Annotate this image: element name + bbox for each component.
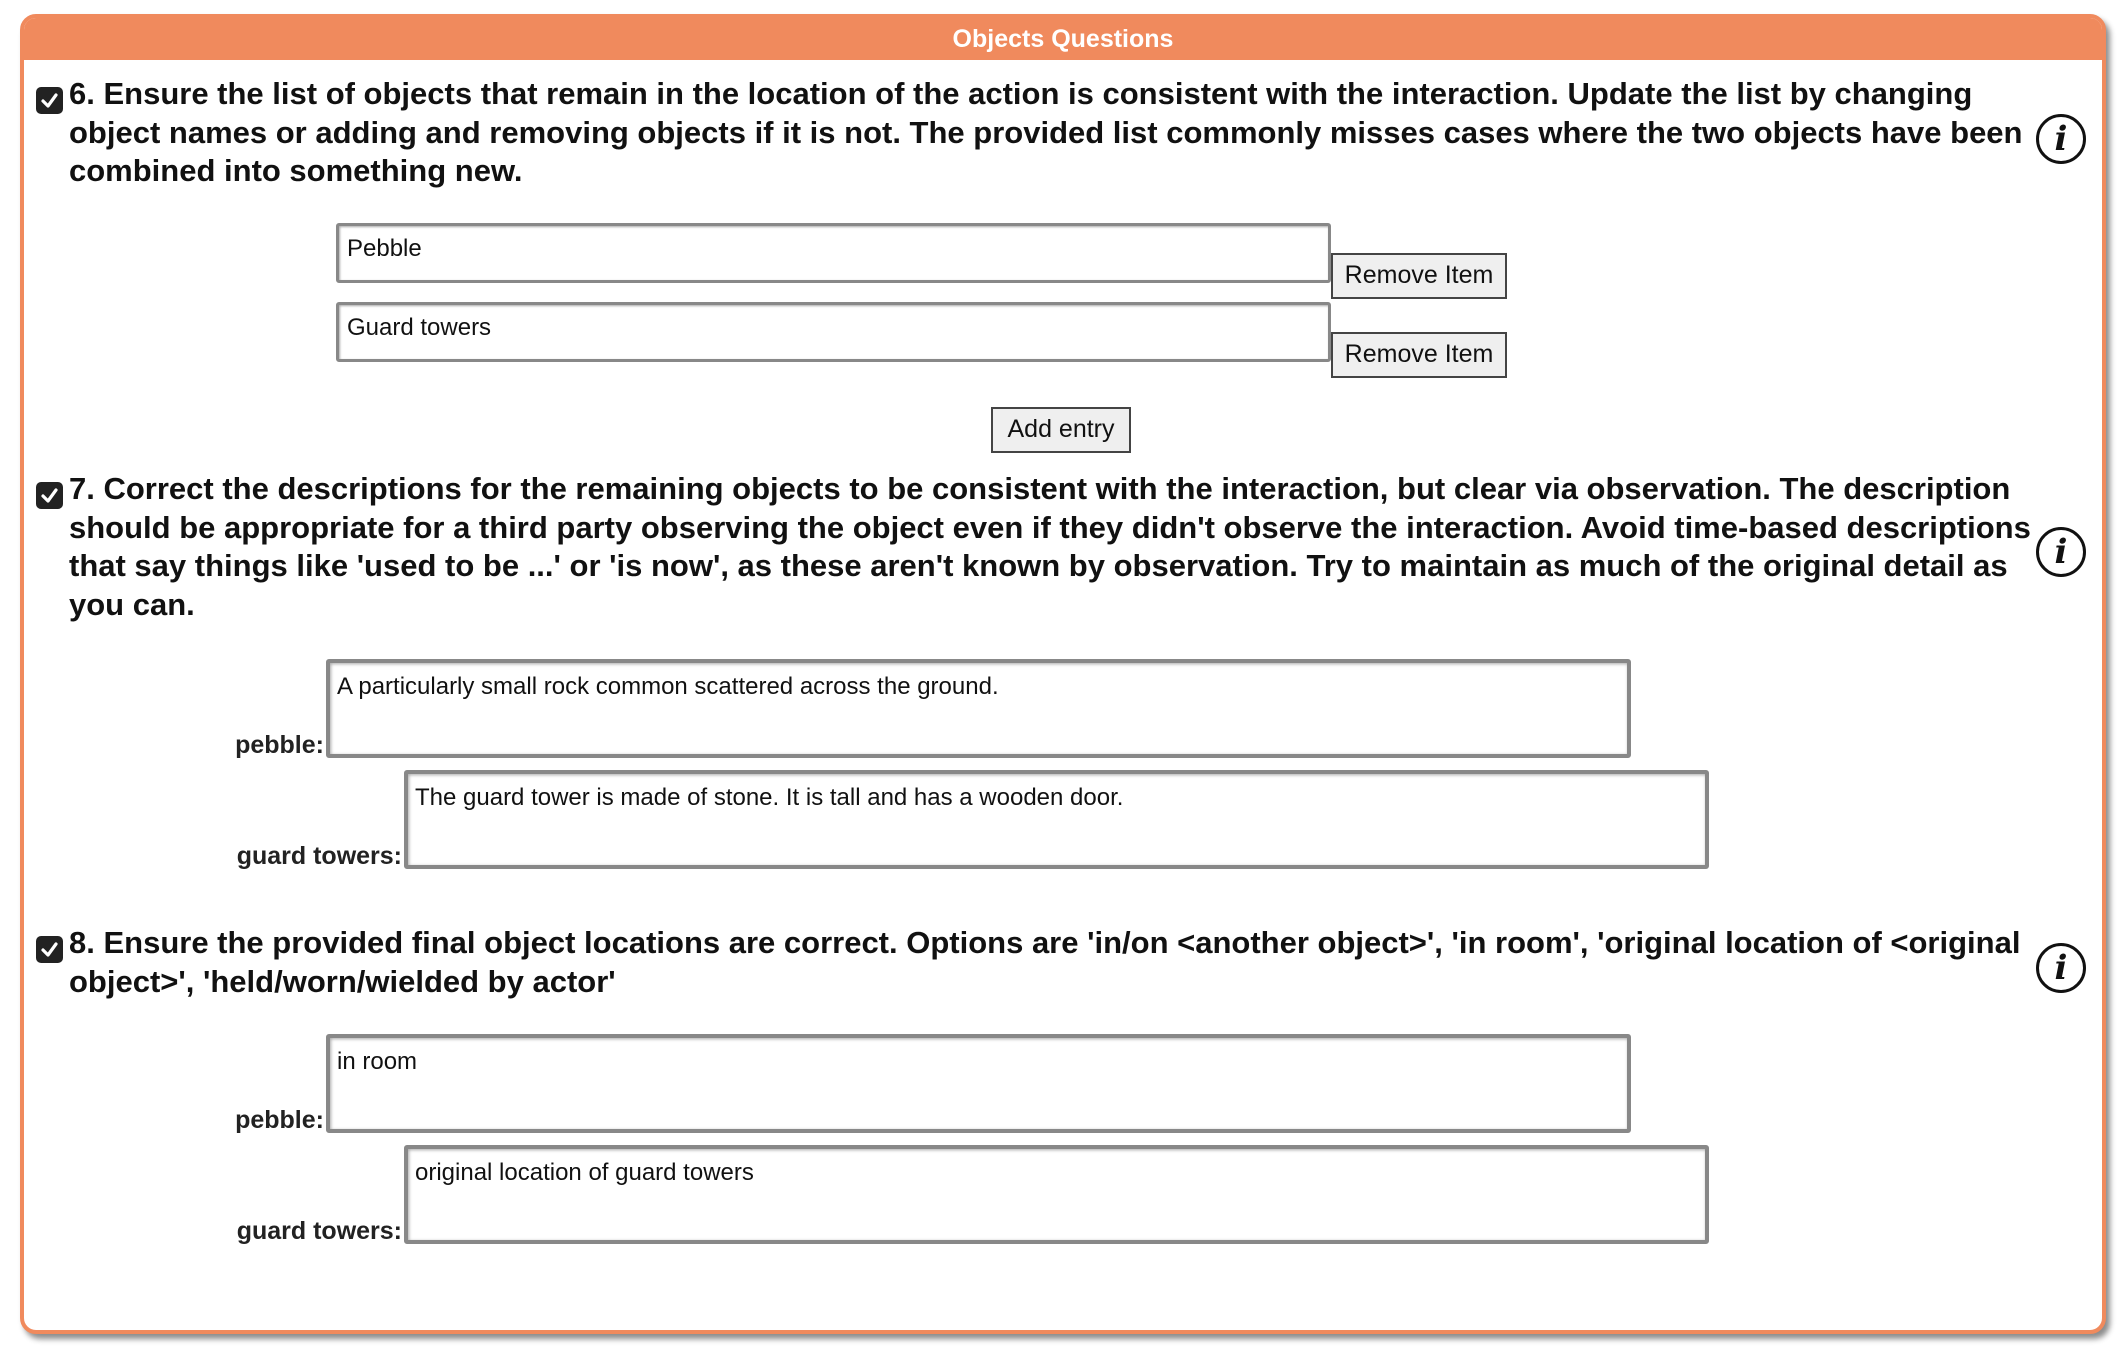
location-label: guard towers: (236, 1217, 402, 1245)
checkmark-icon (40, 487, 59, 504)
object-name-input[interactable]: Guard towers (336, 302, 1331, 362)
q6-text: 6. Ensure the list of objects that remain in the location of the action is consistent with the interaction. Update the list by changing object names or adding and removing objects if it is not. The provided list commonly misses cases where the two objects have been combined into something new. (69, 76, 2023, 188)
q8-text: 8. Ensure the provided final object locations are correct. Options are 'in/on <another object>', 'in room', 'original location of <original object>', 'held/worn/wielded by actor' (69, 925, 2021, 999)
checkmark-icon (40, 92, 59, 109)
object-name-input[interactable]: Pebble (336, 223, 1331, 283)
q8-checkbox[interactable] (36, 936, 63, 963)
location-label: pebble: (235, 1106, 324, 1134)
info-icon[interactable]: i (2036, 114, 2086, 164)
description-textarea[interactable]: The guard tower is made of stone. It is tall and has a wooden door. (404, 770, 1709, 869)
panel-title: Objects Questions (24, 18, 2102, 60)
objects-questions-panel (20, 14, 2106, 1334)
location-textarea[interactable]: original location of guard towers (404, 1145, 1709, 1244)
q6-checkbox[interactable] (36, 87, 63, 114)
remove-item-button[interactable]: Remove Item (1331, 253, 1507, 299)
checkmark-icon (40, 941, 59, 958)
info-icon[interactable]: i (2036, 943, 2086, 993)
add-entry-button[interactable]: Add entry (991, 407, 1131, 453)
description-label: pebble: (235, 731, 324, 759)
description-textarea[interactable]: A particularly small rock common scattered across the ground. (326, 659, 1631, 758)
info-icon[interactable]: i (2036, 527, 2086, 577)
description-label: guard towers: (236, 842, 402, 870)
q7-checkbox[interactable] (36, 482, 63, 509)
location-textarea[interactable]: in room (326, 1034, 1631, 1133)
q7-text: 7. Correct the descriptions for the remaining objects to be consistent with the interaction, but clear via observation. The description should be appropriate for a third party observing the object even if they didn't observe the interaction. Avoid time-based descriptions that say things like 'used to be ...' or 'is now', as these aren't known by observation. Try to maintain as much of the original detail as you can. (69, 471, 2031, 622)
remove-item-button[interactable]: Remove Item (1331, 332, 1507, 378)
